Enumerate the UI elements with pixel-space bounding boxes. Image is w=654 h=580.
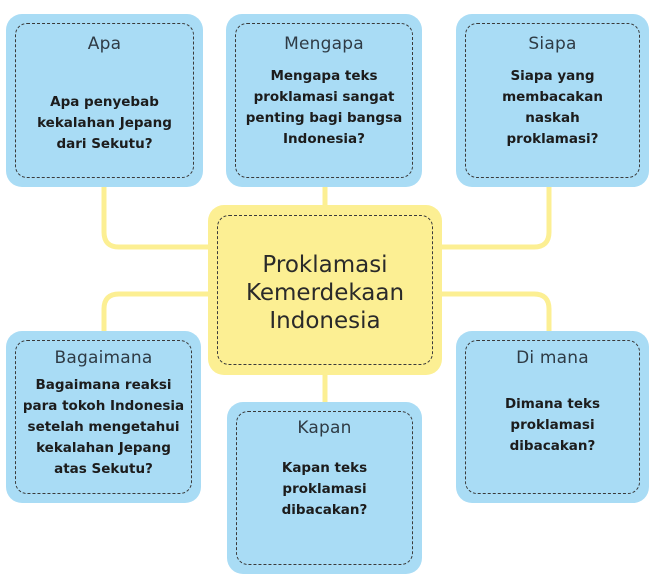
node-siapa xyxy=(456,14,649,187)
node-bagaimana-heading: Bagaimana xyxy=(54,348,153,368)
connector-dimana xyxy=(440,294,549,332)
connector-bagaimana xyxy=(104,294,210,332)
connector-apa xyxy=(104,186,210,247)
node-bagaimana xyxy=(6,331,201,503)
node-mengapa-heading: Mengapa xyxy=(284,34,364,54)
node-siapa-heading: Siapa xyxy=(528,34,577,54)
node-mengapa xyxy=(226,14,422,187)
node-dimana xyxy=(456,331,649,503)
node-apa-question: Apa penyebab kekalahan Jepang dari Sekutu? xyxy=(37,94,172,152)
node-dimana-heading: Di mana xyxy=(516,348,589,368)
node-kapan xyxy=(227,402,422,574)
center-topic xyxy=(208,205,442,375)
node-dimana-question: Dimana teks proklamasi dibacakan? xyxy=(504,396,601,454)
node-siapa-question: Siapa yang membacakan naskah proklamasi? xyxy=(502,68,603,147)
node-bagaimana-question: Bagaimana reaksi para tokoh Indonesia setelah mengetahui kekalahan Jepang atas Sekutu? xyxy=(22,377,185,477)
node-kapan-heading: Kapan xyxy=(297,418,352,438)
connector-siapa xyxy=(440,186,549,247)
center-topic-title: Proklamasi Kemerdekaan Indonesia xyxy=(245,252,405,334)
node-apa-heading: Apa xyxy=(87,34,122,54)
node-mengapa-question: Mengapa teks proklamasi sangat penting bagi bangsa Indonesia? xyxy=(245,68,403,147)
node-kapan-question: Kapan teks proklamasi dibacakan? xyxy=(281,460,368,518)
node-apa xyxy=(6,14,203,187)
